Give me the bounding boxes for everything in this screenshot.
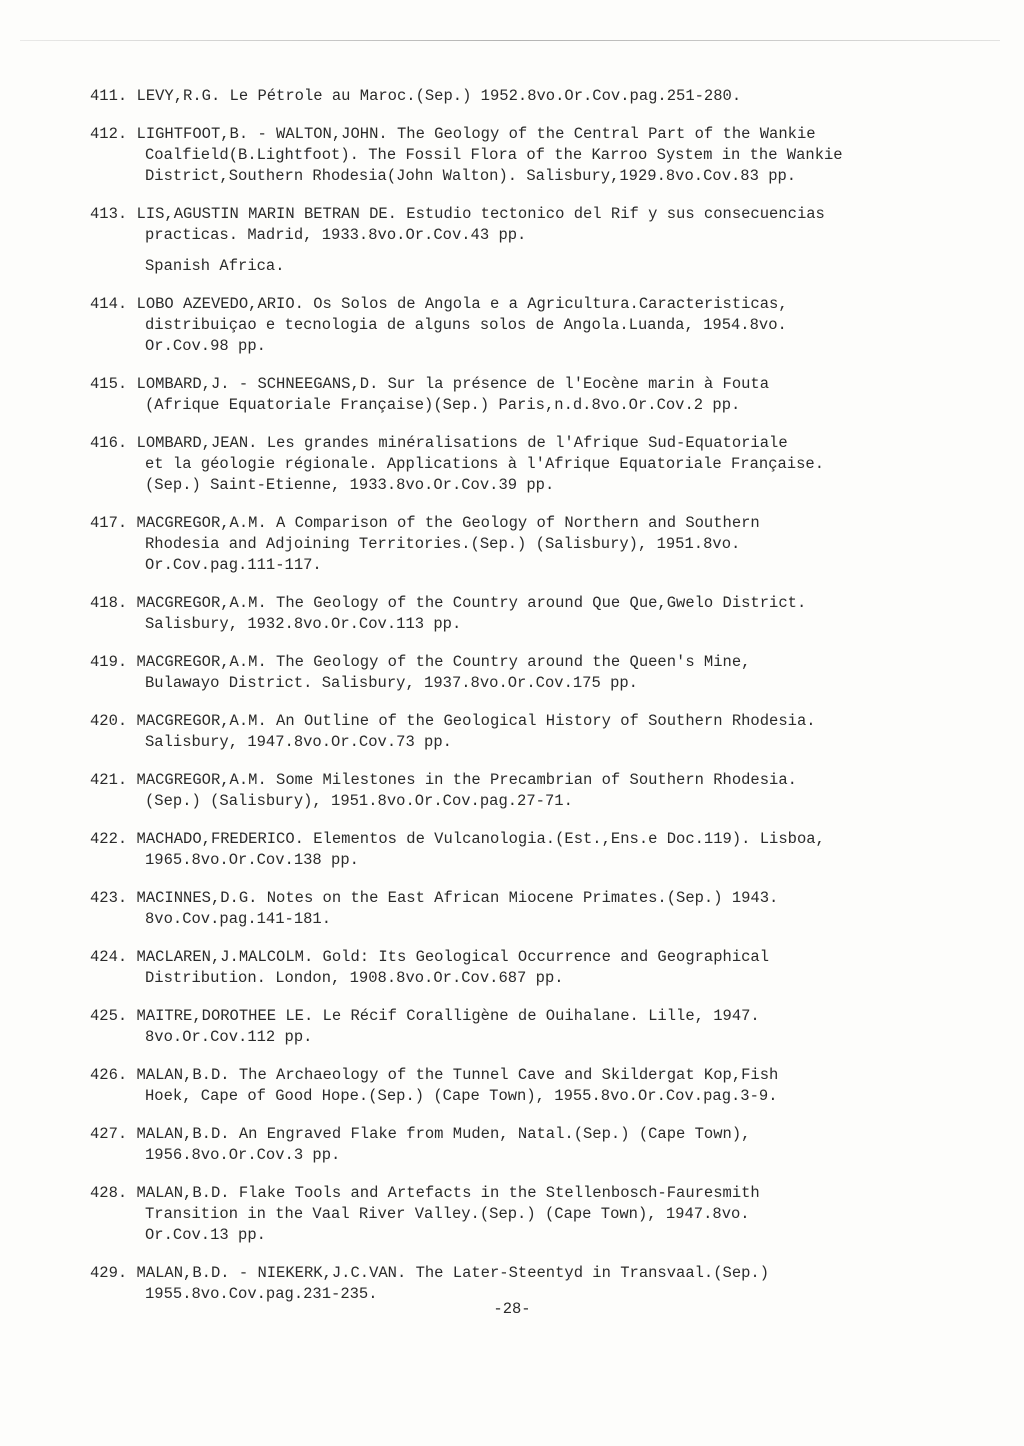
entry-first-line [90, 204, 970, 225]
entry-first-line [90, 1124, 970, 1145]
entry-number: 414. [90, 295, 128, 313]
entry-number: 424. [90, 948, 128, 966]
entry-first-line [90, 1065, 970, 1086]
entry-text: LEVY,R.G. Le Pétrole au Maroc.(Sep.) 1952.8vo.Or.Cov.pag.251-280. [136, 87, 742, 105]
entry-continuation-line: Transition in the Vaal River Valley.(Sep.) (Cape Town), 1947.8vo. [145, 1205, 750, 1223]
entry-continuation-line: Salisbury, 1947.8vo.Or.Cov.73 pp. [145, 733, 452, 751]
entry-continuation-line: (Sep.) Saint-Etienne, 1933.8vo.Or.Cov.39 pp. [145, 476, 555, 494]
entry-continuation-line: Salisbury, 1932.8vo.Or.Cov.113 pp. [145, 615, 462, 633]
entry-number: 422. [90, 830, 128, 848]
entry-number: 425. [90, 1007, 128, 1025]
entry-text: LOMBARD,J. - SCHNEEGANS,D. Sur la présence de l'Eocène marin à Fouta [136, 375, 770, 393]
page-number: -28- [493, 1300, 531, 1318]
entry-continuation-line: Distribution. London, 1908.8vo.Or.Cov.687 pp. [145, 969, 564, 987]
bibliography-entry [90, 433, 970, 496]
entry-note: Spanish Africa. [145, 257, 285, 275]
bibliography-entry [90, 770, 970, 812]
entry-number: 428. [90, 1184, 128, 1202]
entry-first-line [90, 947, 970, 968]
entry-continuation-line: Rhodesia and Adjoining Territories.(Sep.) (Salisbury), 1951.8vo. [145, 535, 741, 553]
entry-continuation-line: 1956.8vo.Or.Cov.3 pp. [145, 1146, 341, 1164]
entry-text: LIGHTFOOT,B. - WALTON,JOHN. The Geology of the Central Part of the Wankie [136, 125, 816, 143]
entry-text: LOMBARD,JEAN. Les grandes minéralisations de l'Afrique Sud-Equatoriale [136, 434, 788, 452]
bibliography-entry [90, 1124, 970, 1166]
bibliography-entry [90, 124, 970, 187]
entry-text: MALAN,B.D. An Engraved Flake from Muden, Natal.(Sep.) (Cape Town), [136, 1125, 751, 1143]
entry-first-line [90, 513, 970, 534]
entry-first-line [90, 770, 970, 791]
entry-first-line [90, 888, 970, 909]
entry-text: MACGREGOR,A.M. The Geology of the Country around Que Que,Gwelo District. [136, 594, 807, 612]
entry-text: MACGREGOR,A.M. Some Milestones in the Precambrian of Southern Rhodesia. [136, 771, 797, 789]
entry-continuation-line: 1955.8vo.Cov.pag.231-235. [145, 1285, 378, 1303]
entry-continuation-line: 8vo.Or.Cov.112 pp. [145, 1028, 313, 1046]
entry-number: 419. [90, 653, 128, 671]
entry-number: 417. [90, 514, 128, 532]
entry-text: LIS,AGUSTIN MARIN BETRAN DE. Estudio tectonico del Rif y sus consecuencias [136, 205, 825, 223]
bibliography-entry [90, 1183, 970, 1246]
entry-number: 411. [90, 87, 128, 105]
bibliography-entry [90, 513, 970, 576]
entry-text: LOBO AZEVEDO,ARIO. Os Solos de Angola e a Agricultura.Caracteristicas, [136, 295, 788, 313]
entry-first-line [90, 829, 970, 850]
entry-continuation-line: (Sep.) (Salisbury), 1951.8vo.Or.Cov.pag.27-71. [145, 792, 573, 810]
entry-continuation-line: District,Southern Rhodesia(John Walton). Salisbury,1929.8vo.Cov.83 pp. [145, 167, 797, 185]
entry-first-line [90, 124, 970, 145]
entry-first-line [90, 1263, 970, 1284]
bibliography-entry [90, 947, 970, 989]
entry-continuation-line: et la géologie régionale. Applications à l'Afrique Equatoriale Française. [145, 455, 825, 473]
bibliography-entry [90, 652, 970, 694]
bibliography-list [90, 86, 970, 1322]
entry-number: 426. [90, 1066, 128, 1084]
entry-number: 420. [90, 712, 128, 730]
entry-continuation-line: Bulawayo District. Salisbury, 1937.8vo.Or.Cov.175 pp. [145, 674, 638, 692]
entry-number: 415. [90, 375, 128, 393]
entry-continuation-line: 8vo.Cov.pag.141-181. [145, 910, 332, 928]
entry-number: 418. [90, 594, 128, 612]
entry-text: MACINNES,D.G. Notes on the East African Miocene Primates.(Sep.) 1943. [136, 889, 779, 907]
entry-text: MACGREGOR,A.M. A Comparison of the Geology of Northern and Southern [136, 514, 760, 532]
entry-number: 429. [90, 1264, 128, 1282]
entry-first-line [90, 711, 970, 732]
entry-number: 421. [90, 771, 128, 789]
bibliography-entry [90, 294, 970, 357]
top-rule [20, 40, 1000, 41]
entry-first-line [90, 433, 970, 454]
entry-continuation-line: Or.Cov.98 pp. [145, 337, 266, 355]
entry-number: 413. [90, 205, 128, 223]
entry-first-line [90, 1006, 970, 1027]
entry-number: 423. [90, 889, 128, 907]
entry-text: MAITRE,DOROTHEE LE. Le Récif Coralligène de Ouihalane. Lille, 1947. [136, 1007, 760, 1025]
entry-first-line [90, 1183, 970, 1204]
bibliography-entry [90, 593, 970, 635]
entry-first-line [90, 652, 970, 673]
entry-first-line [90, 294, 970, 315]
bibliography-entry [90, 888, 970, 930]
entry-number: 412. [90, 125, 128, 143]
bibliography-entry [90, 374, 970, 416]
entry-number: 416. [90, 434, 128, 452]
entry-text: MACGREGOR,A.M. The Geology of the Country around the Queen's Mine, [136, 653, 751, 671]
entry-first-line [90, 374, 970, 395]
entry-text: MALAN,B.D. - NIEKERK,J.C.VAN. The Later-Steentyd in Transvaal.(Sep.) [136, 1264, 770, 1282]
bibliography-entry [90, 1065, 970, 1107]
entry-text: MACLAREN,J.MALCOLM. Gold: Its Geological Occurrence and Geographical [136, 948, 770, 966]
entry-text: MALAN,B.D. Flake Tools and Artefacts in the Stellenbosch-Fauresmith [136, 1184, 760, 1202]
entry-continuation-line: Or.Cov.13 pp. [145, 1226, 266, 1244]
entry-continuation-line: Or.Cov.pag.111-117. [145, 556, 322, 574]
bibliography-entry [90, 86, 970, 107]
entry-continuation-line: practicas. Madrid, 1933.8vo.Or.Cov.43 pp. [145, 226, 527, 244]
entry-continuation-line: 1965.8vo.Or.Cov.138 pp. [145, 851, 359, 869]
bibliography-entry [90, 1006, 970, 1048]
entry-text: MACGREGOR,A.M. An Outline of the Geological History of Southern Rhodesia. [136, 712, 816, 730]
entry-text: MACHADO,FREDERICO. Elementos de Vulcanologia.(Est.,Ens.e Doc.119). Lisboa, [136, 830, 825, 848]
entry-text: MALAN,B.D. The Archaeology of the Tunnel Cave and Skildergat Kop,Fish [136, 1066, 779, 1084]
bibliography-entry [90, 1263, 970, 1305]
entry-first-line [90, 593, 970, 614]
bibliography-entry [90, 711, 970, 753]
entry-continuation-line: (Afrique Equatoriale Française)(Sep.) Paris,n.d.8vo.Or.Cov.2 pp. [145, 396, 741, 414]
entry-continuation-line: distribuiçao e tecnologia de alguns solos de Angola.Luanda, 1954.8vo. [145, 316, 787, 334]
entry-number: 427. [90, 1125, 128, 1143]
bibliography-entry [90, 204, 970, 277]
bibliography-entry [90, 829, 970, 871]
entry-continuation-line: Coalfield(B.Lightfoot). The Fossil Flora of the Karroo System in the Wankie [145, 146, 843, 164]
entry-first-line [90, 86, 970, 107]
entry-continuation-line: Hoek, Cape of Good Hope.(Sep.) (Cape Town), 1955.8vo.Or.Cov.pag.3-9. [145, 1087, 778, 1105]
